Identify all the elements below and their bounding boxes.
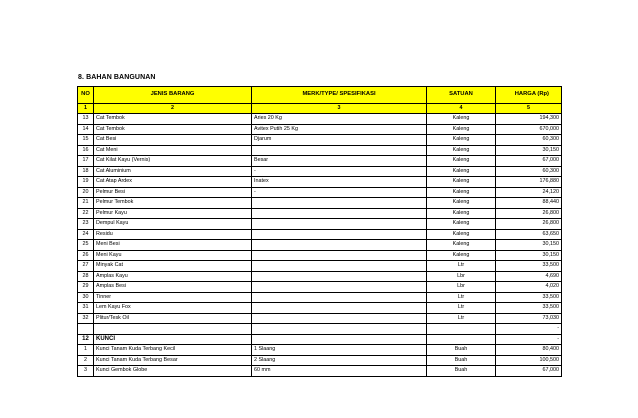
cell-spec: Besar (252, 156, 427, 167)
cell-item-name: Pelmur Tembok (94, 198, 252, 209)
header-price: HARGA (Rp) (496, 87, 562, 104)
cell-spec (252, 208, 427, 219)
cell-item-name: Cat Tembok (94, 114, 252, 125)
cell-unit (427, 324, 496, 335)
table-row (78, 219, 562, 230)
cell-unit: Lbr (427, 271, 496, 282)
cell-price: 194,300 (496, 114, 562, 125)
cell-unit: Ltr (427, 261, 496, 272)
table-row (78, 177, 562, 188)
cell-price: 100,500 (496, 355, 562, 366)
cell-no: 29 (78, 282, 94, 293)
cell-item-name: Tinner (94, 292, 252, 303)
cell-no: 18 (78, 166, 94, 177)
cell-item-name: Cat Tembok (94, 124, 252, 135)
table-row (78, 324, 562, 335)
cell-spec (252, 240, 427, 251)
cell-item-name: Kunci Gembok Globe (94, 366, 252, 377)
cell-no: 32 (78, 313, 94, 324)
cell-spec (252, 334, 427, 345)
table-row (78, 187, 562, 198)
cell-spec: Inatex (252, 177, 427, 188)
cell-price: 24,120 (496, 187, 562, 198)
cell-spec (252, 219, 427, 230)
cell-unit: Kaleng (427, 124, 496, 135)
table-row (78, 345, 562, 356)
cell-price: 73,030 (496, 313, 562, 324)
cell-price: 88,440 (496, 198, 562, 209)
price-table (77, 86, 562, 377)
header-item-name: JENIS BARANG (94, 87, 252, 104)
cell-unit: Ltr (427, 313, 496, 324)
cell-item-name: Plitur/Tesk Oil (94, 313, 252, 324)
cell-item-name: Cat Atap Ardex (94, 177, 252, 188)
cell-price: 33,500 (496, 261, 562, 272)
header-no: NO (78, 87, 94, 104)
cell-price: 176,880 (496, 177, 562, 188)
cell-spec: 60 mm (252, 366, 427, 377)
cell-spec (252, 250, 427, 261)
cell-unit: Lbr (427, 282, 496, 293)
cell-unit: Kaleng (427, 114, 496, 125)
cell-unit: Kaleng (427, 240, 496, 251)
cell-no: 23 (78, 219, 94, 230)
cell-spec (252, 292, 427, 303)
cell-price: 63,650 (496, 229, 562, 240)
cell-unit: Kaleng (427, 135, 496, 146)
cell-item-name: Cat Aluminium (94, 166, 252, 177)
cell-unit: Kaleng (427, 187, 496, 198)
cell-spec (252, 229, 427, 240)
cell-item-name: Meni Besi (94, 240, 252, 251)
cell-spec (252, 261, 427, 272)
index-5: 5 (496, 104, 562, 114)
table-header-row (78, 87, 562, 104)
table-row (78, 208, 562, 219)
cell-unit: Ltr (427, 292, 496, 303)
cell-item-name: Minyak Cat (94, 261, 252, 272)
cell-item-name: Lem Kayu Fox (94, 303, 252, 314)
cell-unit: Buah (427, 366, 496, 377)
cell-spec (252, 271, 427, 282)
cell-price: 60,300 (496, 135, 562, 146)
cell-unit (427, 334, 496, 345)
cell-no: 22 (78, 208, 94, 219)
header-spec: MERK/TYPE/ SPESIFIKASI (252, 87, 427, 104)
cell-item-name: Cat Meni (94, 145, 252, 156)
cell-item-name: Pelmur Kayu (94, 208, 252, 219)
cell-spec: - (252, 166, 427, 177)
table-row (78, 166, 562, 177)
cell-price: 33,500 (496, 303, 562, 314)
cell-item-name: Cat Besi (94, 135, 252, 146)
cell-item-name: Dempul Kayu (94, 219, 252, 230)
table-row (78, 250, 562, 261)
table-row (78, 124, 562, 135)
cell-unit: Kaleng (427, 219, 496, 230)
cell-spec: Avitex Putih 25 Kg (252, 124, 427, 135)
cell-price: 30,150 (496, 250, 562, 261)
table-row (78, 156, 562, 167)
group-row (78, 334, 562, 345)
cell-price: 80,400 (496, 345, 562, 356)
cell-spec: 1 Slaang (252, 345, 427, 356)
cell-price: 67,000 (496, 366, 562, 377)
cell-spec (252, 145, 427, 156)
cell-no: 19 (78, 177, 94, 188)
cell-item-name: Cat Kilat Kayu (Vernis) (94, 156, 252, 167)
cell-unit: Kaleng (427, 145, 496, 156)
cell-no: 16 (78, 145, 94, 156)
table-row (78, 145, 562, 156)
section-title: 8. BAHAN BANGUNAN (78, 74, 156, 81)
table-row (78, 355, 562, 366)
table-row (78, 271, 562, 282)
cell-no: 24 (78, 229, 94, 240)
cell-no: 27 (78, 261, 94, 272)
cell-spec: 2 Slaang (252, 355, 427, 366)
cell-no: 3 (78, 366, 94, 377)
cell-unit: Kaleng (427, 208, 496, 219)
cell-spec (252, 198, 427, 209)
cell-no: 2 (78, 355, 94, 366)
table-row (78, 292, 562, 303)
header-unit: SATUAN (427, 87, 496, 104)
cell-no: 30 (78, 292, 94, 303)
table-row (78, 313, 562, 324)
cell-item-name: Amplas Besi (94, 282, 252, 293)
cell-unit: Buah (427, 355, 496, 366)
cell-spec: - (252, 187, 427, 198)
cell-unit: Kaleng (427, 250, 496, 261)
cell-price: 67,000 (496, 156, 562, 167)
cell-no: 17 (78, 156, 94, 167)
cell-item-name: Kunci Tanam Kuda Terbang Besar (94, 355, 252, 366)
cell-item-name: Residu (94, 229, 252, 240)
cell-price: - (496, 334, 562, 345)
table-row (78, 240, 562, 251)
table-row (78, 303, 562, 314)
cell-no: 12 (78, 334, 94, 345)
cell-price: 4,690 (496, 271, 562, 282)
cell-no: 15 (78, 135, 94, 146)
cell-unit: Kaleng (427, 156, 496, 167)
cell-unit: Kaleng (427, 198, 496, 209)
cell-spec: Djarum (252, 135, 427, 146)
cell-unit: Kaleng (427, 177, 496, 188)
cell-item-name: Amplas Kayu (94, 271, 252, 282)
cell-unit: Kaleng (427, 166, 496, 177)
cell-unit: Buah (427, 345, 496, 356)
cell-no (78, 324, 94, 335)
table-body (78, 114, 562, 377)
index-3: 3 (252, 104, 427, 114)
cell-no: 31 (78, 303, 94, 314)
table-row (78, 135, 562, 146)
cell-price: 26,800 (496, 208, 562, 219)
cell-no: 13 (78, 114, 94, 125)
table-row (78, 229, 562, 240)
cell-no: 21 (78, 198, 94, 209)
table-row (78, 261, 562, 272)
cell-price: 26,800 (496, 219, 562, 230)
cell-no: 20 (78, 187, 94, 198)
cell-spec: Aries 20 Kg (252, 114, 427, 125)
cell-unit: Kaleng (427, 229, 496, 240)
cell-no: 26 (78, 250, 94, 261)
table-row (78, 282, 562, 293)
cell-spec (252, 282, 427, 293)
cell-item-name: Kunci Tanam Kuda Terbang Kecil (94, 345, 252, 356)
index-1: 1 (78, 104, 94, 114)
table-row (78, 198, 562, 209)
cell-unit: Ltr (427, 303, 496, 314)
cell-no: 1 (78, 345, 94, 356)
cell-price: 33,500 (496, 292, 562, 303)
index-2: 2 (94, 104, 252, 114)
cell-item-name: Meni Kayu (94, 250, 252, 261)
cell-item-name: Pelmur Besi (94, 187, 252, 198)
cell-no: 28 (78, 271, 94, 282)
index-4: 4 (427, 104, 496, 114)
cell-price: 30,150 (496, 240, 562, 251)
cell-price: 60,300 (496, 166, 562, 177)
cell-spec (252, 324, 427, 335)
table-row (78, 114, 562, 125)
cell-price: 670,000 (496, 124, 562, 135)
table-index-row (78, 104, 562, 114)
cell-price: - (496, 324, 562, 335)
cell-spec (252, 313, 427, 324)
cell-price: 30,150 (496, 145, 562, 156)
cell-price: 4,020 (496, 282, 562, 293)
table-row (78, 366, 562, 377)
cell-spec (252, 303, 427, 314)
cell-no: 14 (78, 124, 94, 135)
cell-no: 25 (78, 240, 94, 251)
cell-item-name: KUNCI (94, 334, 252, 345)
cell-item-name (94, 324, 252, 335)
